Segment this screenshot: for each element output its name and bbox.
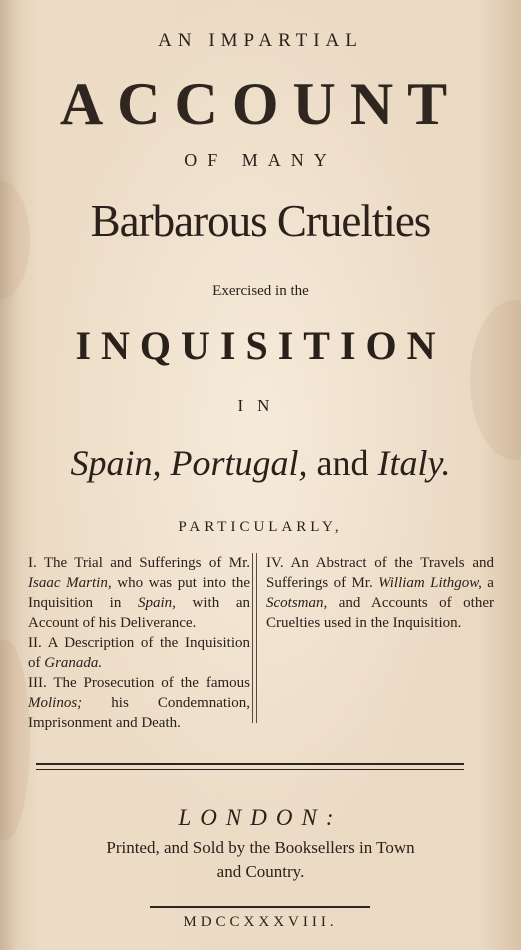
contents-item-1: [28, 553, 250, 633]
heading-particularly: PARTICULARLY,: [178, 519, 343, 535]
imprint-city: LONDON:: [178, 805, 343, 830]
contents-item-4: [266, 553, 494, 633]
item-2-text: II. A Description of the Inquisition of: [28, 635, 250, 671]
item-1-text: who was put into the Inquisition in: [28, 575, 250, 611]
item-3-name: Molinos;: [28, 695, 83, 711]
imprint-country: and Country.: [216, 862, 305, 881]
item-1-text: with an Account of his Deliverance.: [28, 595, 251, 631]
double-rule-thin: [36, 769, 464, 770]
heading-barbarous-cruelties: Barbarous Cruelties: [90, 196, 431, 246]
contents-item-2: [28, 633, 250, 673]
imprint-rule: [150, 906, 370, 908]
heading-inquisition: INQUISITION: [75, 323, 446, 368]
item-4-text: and Accounts of other Cruelties used in the Inquisition.: [266, 595, 494, 631]
item-3-text: III. The Prosecution of the famous: [28, 675, 250, 691]
item-4-text: a: [481, 575, 494, 591]
column-divider: [256, 553, 257, 723]
country-italy: Italy.: [377, 443, 451, 483]
contents-right-column: [266, 553, 494, 633]
contents-item-3: [28, 673, 250, 733]
heading-countries: [0, 442, 521, 484]
item-1-text: I. The Trial and Sufferings of Mr.: [28, 555, 250, 571]
double-rule-thick: [36, 763, 464, 765]
heading-exercised-in-the: Exercised in the: [212, 283, 309, 299]
item-4-text: IV. An Abstract of the Travels and Sufferings of Mr.: [266, 555, 494, 591]
country-portugal: Portugal,: [170, 443, 308, 483]
conjunction-and: and: [316, 443, 369, 483]
item-4-nation: Scotsman,: [266, 595, 328, 611]
country-spain: Spain,: [70, 443, 162, 483]
item-1-place: Spain,: [137, 595, 176, 611]
imprint-printed: Printed, and Sold by the Booksellers in Town: [106, 838, 415, 857]
imprint-date: MDCCXXXVIII.: [183, 914, 338, 930]
heading-an-impartial: AN IMPARTIAL: [158, 30, 363, 51]
item-1-name: Isaac Martin,: [28, 575, 112, 591]
contents-left-column: [28, 553, 250, 733]
heading-of-many: OF MANY: [184, 150, 337, 170]
heading-in: IN: [237, 396, 284, 415]
item-2-place: Granada.: [44, 655, 103, 671]
item-4-name: William Lithgow,: [378, 575, 482, 591]
item-3-text: his Condemnation, Imprisonment and Death.: [28, 695, 250, 731]
heading-account: ACCOUNT: [59, 71, 462, 137]
column-divider: [252, 553, 253, 723]
